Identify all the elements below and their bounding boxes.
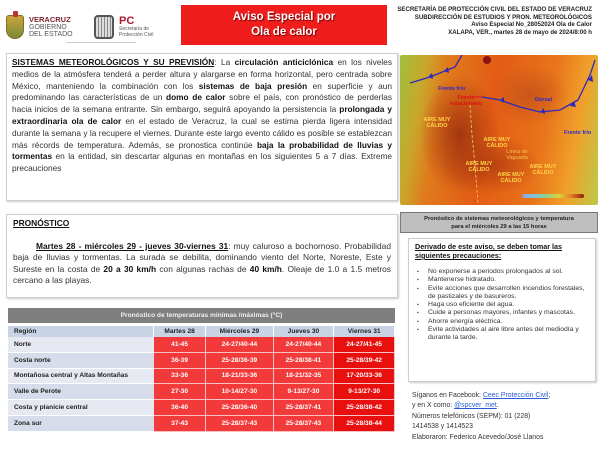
precautions-heading: Derivado de este aviso, se deben tomar las siguientes precauciones:: [415, 242, 563, 260]
proteccion-civil-logo: [94, 12, 164, 42]
region-cell: Norte: [8, 337, 154, 353]
facebook-link[interactable]: Ceec Protección Civil: [482, 392, 549, 399]
x-prefix: y en X como:: [412, 402, 455, 410]
sistemas-text: en superficie y aun predominando las características de un: [12, 80, 393, 103]
facebook-suffix: ;: [548, 392, 551, 399]
pronostico-days: Martes 28 - miércoles 29 - jueves 30-viernes 31: [36, 240, 229, 251]
table-caption-row: [8, 308, 395, 323]
x-suffix: .: [496, 402, 499, 410]
sistemas-text: en el estado de Veracruz, la cual se estima pierda ligera intensidad durante la semana y la recupere el viernes. Durante este largo evento cálido es posible se establezcan más récords de temperatura. Además, se pronostica continúe: [12, 115, 392, 150]
logo-veracruz-line1: VERACRUZ: [29, 15, 71, 24]
label-aire-muy-calido-5: AIRE MUY CÁLIDO: [529, 164, 557, 176]
temp-cell: 25-28/37-41: [274, 400, 335, 416]
precaution-item: ▪ No exponerse a periodos prolongados al sol.: [415, 268, 589, 276]
temp-cell: 25-28/36-40: [206, 400, 273, 416]
veracruz-shield-icon: [6, 15, 24, 39]
region-cell: Costa y planicie central: [8, 400, 154, 416]
label-frente-estacionario: Frente estacionario: [449, 95, 483, 107]
x-line: [412, 401, 598, 411]
trough-line: [470, 105, 478, 203]
column-header-jueves: Jueves 30: [274, 323, 335, 337]
pc-line2: Protección Civil: [119, 31, 154, 38]
sistemas-text: en la entidad, sin descartar algunas en montañas en los siguientes 5 a 7 días. Extreme precauciones: [12, 151, 392, 174]
temp-cell: 27-30: [154, 384, 206, 400]
column-header-miercoles: Miércoles 29: [206, 323, 273, 337]
temp-cell: 25-28/38-42: [334, 400, 395, 416]
header-info-date: XALAPA, VER., martes 28 de mayo de 2024/8:00 h: [448, 28, 592, 36]
pronostico-bold: 40 km/h: [249, 263, 282, 274]
map-caption-line2: para el miércoles 29 a las 15 horas: [451, 224, 547, 230]
x-handle-link[interactable]: @spcver_met: [454, 402, 497, 410]
cold-front-line-east: [482, 60, 595, 112]
precaution-item: ▪ Mantenerse hidratado.: [415, 276, 589, 284]
precaution-item: ▪ Ahorre energía eléctrica.: [415, 318, 589, 326]
label-aire-muy-calido-3: AIRE MUY CÁLIDO: [465, 161, 493, 173]
temp-cell: 24-27/41-45: [334, 337, 395, 353]
pc-line1: Secretaría de: [119, 26, 150, 32]
region-cell: Valle de Perote: [8, 384, 154, 400]
logo-divider: [66, 42, 136, 43]
region-cell: Costa norte: [8, 353, 154, 369]
table-row: [8, 416, 395, 432]
pc-emblem-icon: [94, 15, 114, 39]
pronostico-bold: 20 a 30 km/h: [103, 263, 157, 274]
precaution-item: ▪ Haga uso eficiente del agua.: [415, 301, 589, 309]
precaution-item: ▪ Evite actividades al aire libre antes del mediodía y durante la tarde.: [415, 326, 589, 343]
column-header-region: Región: [8, 323, 154, 337]
temp-cell: 25-28/38-41: [274, 353, 335, 369]
temp-cell: 25-28/38-44: [334, 416, 395, 432]
weather-forecast-map: [400, 55, 598, 205]
pronostico-body: [13, 241, 391, 287]
title-banner: [181, 5, 387, 45]
title-line1: Aviso Especial por: [232, 11, 336, 23]
temp-cell: 36-39: [154, 353, 206, 369]
label-dorsal: Dorsal: [535, 97, 553, 103]
table-row: [8, 384, 395, 400]
temp-cell: 25-28/37-43: [206, 416, 273, 432]
table-row: [8, 353, 395, 369]
column-header-martes: Martes 28: [154, 323, 206, 337]
temp-cell: 9-13/27-30: [274, 384, 335, 400]
table-row: [8, 400, 395, 416]
temperature-forecast-table: [8, 308, 395, 432]
veracruz-logo-text: [29, 16, 73, 38]
header-info-aviso-number: Aviso Especial No_28052024 Ola de Calor: [471, 21, 592, 29]
precaution-item: ▪ Cuide a personas mayores, infantes y mascotas.: [415, 309, 589, 317]
phones-line1: Números telefónicos (SEPM): 01 (228): [412, 412, 531, 420]
temp-cell: 17-20/33-36: [334, 369, 395, 385]
temp-cell: 10-14/27-30: [206, 384, 273, 400]
table-row: [8, 369, 395, 385]
sistemas-bold: prolongada y extraordinaria ola de calor: [12, 104, 392, 126]
logo-veracruz-line2: GOBIERNO: [29, 24, 67, 31]
label-frente-frio-east: Frente frío: [564, 130, 592, 136]
map-caption-line1: Pronóstico de sistemas meteorológicos y temperatura: [424, 216, 574, 222]
table-row: [8, 337, 395, 353]
temp-cell: 25-28/37-43: [274, 416, 335, 432]
column-header-viernes: Viernes 31: [334, 323, 395, 337]
logo-veracruz-line3: DEL ESTADO: [29, 31, 73, 38]
region-cell: Montañosa central y Altas Montañas: [8, 369, 154, 385]
temp-cell: 36-40: [154, 400, 206, 416]
map-caption: [400, 212, 598, 233]
sistemas-bold: domo de calor: [166, 92, 226, 103]
authors-line: Elaboraron: Federico Acevedo/José Llanos: [412, 433, 544, 441]
precautions-box: [408, 238, 596, 382]
temp-cell: 24-27/40-44: [206, 337, 273, 353]
label-aire-muy-calido-2: AIRE MUY CÁLIDO: [483, 137, 511, 149]
sistemas-text: : La: [214, 57, 235, 67]
facebook-line: [412, 391, 598, 401]
pc-logo-text: [119, 16, 153, 38]
header-info-secretaria: SECRETARÍA DE PROTECCIÓN CIVIL DEL ESTADO DE VERACRUZ: [397, 6, 592, 13]
high-pressure-marker-icon: [483, 56, 491, 64]
table-caption: Pronóstico de temperaturas mínimas /máximas (°C): [8, 308, 395, 323]
sistemas-text: en los niveles medios de la atmósfera tenderá a perder altura y alargarse en forma horizontal, pero centrada sobre México, manteniendo la combinación con los: [12, 57, 392, 91]
phones-line2: 1414538 y 1414523: [412, 423, 473, 431]
pc-abbr: PC: [119, 15, 135, 27]
sistemas-bold: baja la probabilidad de lluvias y tormentas: [12, 139, 393, 162]
table-header-row: [8, 323, 395, 337]
sistemas-heading: SISTEMAS METEOROLÓGICOS Y SU PREVISIÓN: [12, 57, 215, 67]
temperature-color-scale: [522, 194, 584, 198]
pronostico-text: con algunas rachas de: [156, 263, 250, 274]
pronostico-text: . Oleaje de 1.0 a 1.5 metros cercano a las playas.: [13, 263, 391, 286]
pronostico-section: [6, 214, 398, 298]
temp-cell: 25-28/36-39: [206, 353, 273, 369]
sistemas-bold: sistemas de baja presión: [198, 80, 308, 91]
sistemas-meteorologicos-section: [6, 53, 398, 201]
title-line2: Ola de calor: [251, 26, 317, 38]
header-info-subdireccion: SUBDIRECCIÓN DE ESTUDIOS Y PRON. METEOROLÓGICOS: [414, 13, 592, 21]
temp-cell: 33-36: [154, 369, 206, 385]
veracruz-government-logo: [6, 12, 76, 42]
precaution-item: ▪ Evite acciones que desarrollen incendios forestales, de pastizales y de basureros.: [415, 285, 589, 302]
temp-cell: 37-43: [154, 416, 206, 432]
pronostico-heading: PRONÓSTICO: [13, 218, 70, 228]
precautions-list: [415, 268, 589, 343]
contact-info: [412, 391, 598, 443]
region-cell: Zona sur: [8, 416, 154, 432]
facebook-prefix: Síganos en Facebook:: [412, 392, 483, 399]
sistemas-text: sobre el país, con pronóstico de perderlas hacia inicios de la semana entrante. Sin embargo, seguirá apoyando la persistencia la: [12, 92, 392, 115]
sistemas-bold: circulación anticiclónica: [234, 57, 334, 67]
label-aire-muy-calido-4: AIRE MUY CÁLIDO: [497, 172, 525, 184]
label-frente-frio-west: Frente frío: [438, 86, 466, 92]
label-aire-muy-calido-1: AIRE MUY CÁLIDO: [423, 117, 451, 129]
cold-front-line-west: [410, 55, 462, 83]
temp-cell: 18-21/33-36: [206, 369, 273, 385]
temp-cell: 18-21/32-35: [274, 369, 335, 385]
temp-cell: 24-27/40-44: [274, 337, 335, 353]
temp-cell: 25-28/39-42: [334, 353, 395, 369]
temp-cell: 9-13/27-30: [334, 384, 395, 400]
pronostico-text: : muy caluroso a bochornoso. Probabilidad baja de lluvias y tormentas. La surada se debilita, dominando viento del Norte, Noreste, Este y Sureste en la costa de: [13, 240, 391, 274]
header-info: [382, 6, 592, 36]
temp-cell: 41-45: [154, 337, 206, 353]
label-linea-vaguada: Línea de Vaguada: [506, 149, 528, 161]
